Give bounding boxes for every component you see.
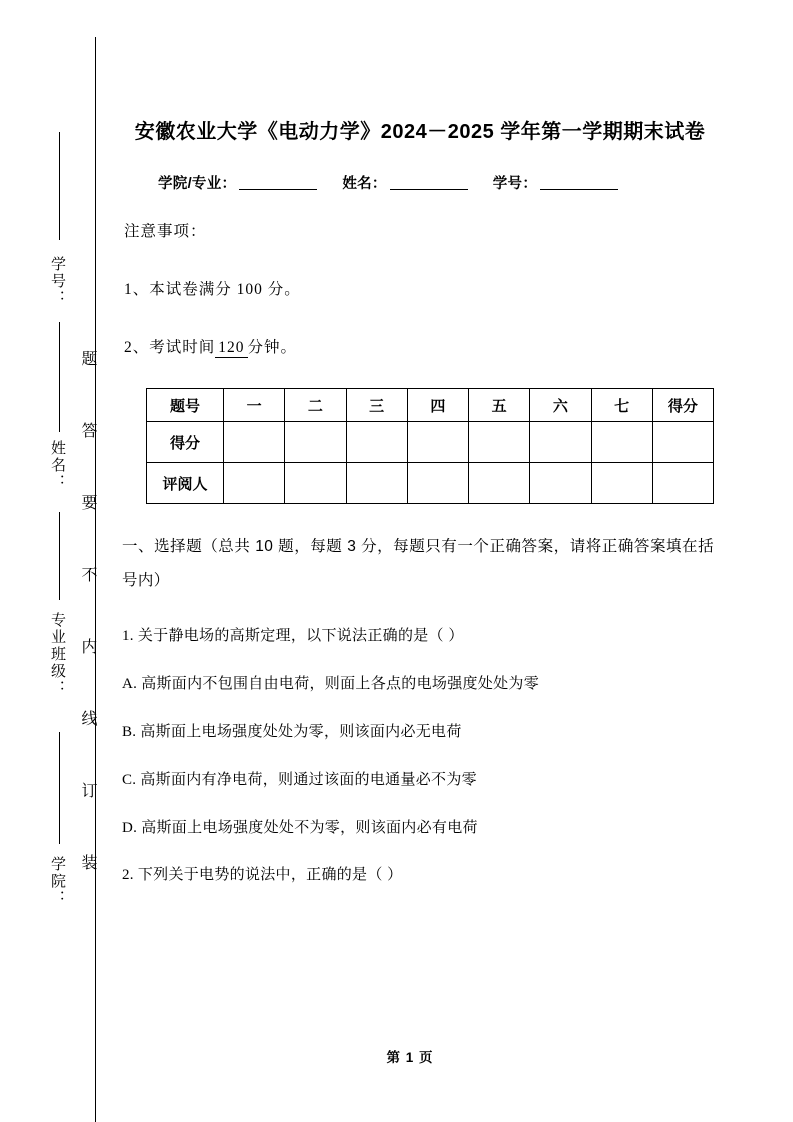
score-table-header-0: 题号 (147, 389, 224, 422)
notice-item-2-suffix: 分钟。 (247, 339, 298, 356)
rail-label-class: 专业班级： (49, 612, 65, 697)
score-table-header-4: 四 (407, 389, 468, 422)
question-1 (110, 598, 722, 645)
rail-label-college: 学院： (49, 856, 65, 907)
notice-heading: 注意事项： (124, 223, 207, 240)
score-cell-r0c4[interactable] (469, 422, 530, 463)
score-cell-r1c1[interactable] (285, 463, 346, 504)
table-row (147, 463, 714, 504)
notice-item-2 (110, 299, 724, 358)
seal-line-segment-1 (59, 132, 60, 240)
question-1-stem: 关于静电场的高斯定理，以下说法正确的是（ ） (137, 627, 464, 644)
question-1-option-d-text: 高斯面上电场强度处处不为零，则该面内必有电荷 (141, 819, 478, 836)
section-one-heading: 一、选择题（总共 10 题，每题 3 分，每题只有一个正确答案，请将正确答案填在括号内） (122, 538, 714, 589)
binding-side-rail (0, 0, 110, 1122)
score-cell-r1c7[interactable] (652, 463, 713, 504)
exam-duration-value: 120 (215, 339, 247, 358)
seal-line-segment-3 (59, 512, 60, 600)
score-cell-r1c6[interactable] (591, 463, 652, 504)
seal-line-segment-2 (59, 322, 60, 432)
score-cell-r1c0[interactable] (224, 463, 285, 504)
question-1-option-b-text: 高斯面上电场强度处处为零，则该面内必无电荷 (140, 723, 462, 740)
student-id-blank[interactable] (540, 189, 618, 190)
rail-label-student-id: 学号： (49, 256, 65, 307)
score-cell-r1c3[interactable] (407, 463, 468, 504)
question-2-number: 2. (122, 867, 134, 883)
rail-seal-phrase: 题答要不内线订装 (79, 350, 96, 926)
question-1-option-c[interactable] (110, 741, 722, 789)
score-row-label-grader: 评阅人 (147, 463, 224, 504)
score-cell-r0c1[interactable] (285, 422, 346, 463)
score-table-header-6: 六 (530, 389, 591, 422)
question-1-option-a[interactable] (110, 645, 722, 693)
score-cell-r1c5[interactable] (530, 463, 591, 504)
question-1-option-c-tag: C. (122, 772, 137, 788)
question-1-option-d-tag: D. (122, 820, 138, 836)
question-2-stem: 下列关于电势的说法中，正确的是（ ） (137, 866, 403, 883)
question-1-option-a-text: 高斯面内不包围自由电荷，则面上各点的电场强度处处为零 (141, 675, 539, 692)
notice-item-2-prefix: 2、考试时间 (124, 339, 216, 356)
rail-label-name: 姓名： (49, 440, 65, 491)
question-1-option-b-tag: B. (122, 724, 137, 740)
score-table (146, 388, 714, 504)
score-cell-r0c0[interactable] (224, 422, 285, 463)
score-row-label-score: 得分 (147, 422, 224, 463)
seal-line-segment-4 (59, 732, 60, 844)
notice-item-1: 1、本试卷满分 100 分。 (124, 281, 301, 298)
exam-page-body (110, 0, 793, 1122)
score-table-header-5: 五 (469, 389, 530, 422)
name-label: 姓名： (342, 176, 387, 192)
dept-major-label: 学院/专业： (158, 176, 237, 192)
page-footer: 第 1 页 (386, 1050, 434, 1065)
score-cell-r0c7[interactable] (652, 422, 713, 463)
name-blank[interactable] (390, 189, 468, 190)
identity-fill-line (110, 150, 758, 193)
table-row (147, 422, 714, 463)
question-1-number: 1. (122, 628, 134, 644)
dept-major-blank[interactable] (239, 189, 317, 190)
score-cell-r0c3[interactable] (407, 422, 468, 463)
score-cell-r1c2[interactable] (346, 463, 407, 504)
score-table-header-3: 三 (346, 389, 407, 422)
question-1-option-c-text: 高斯面内有净电荷，则通过该面的电通量必不为零 (140, 771, 477, 788)
question-2 (110, 837, 722, 884)
score-cell-r0c6[interactable] (591, 422, 652, 463)
score-table-header-2: 二 (285, 389, 346, 422)
page-title: 安徽农业大学《电动力学》2024－2025 学年第一学期期末试卷 (134, 121, 706, 143)
score-cell-r1c4[interactable] (469, 463, 530, 504)
score-cell-r0c5[interactable] (530, 422, 591, 463)
student-id-label: 学号： (492, 176, 538, 192)
question-1-option-a-tag: A. (122, 676, 138, 692)
score-table-header-8: 得分 (652, 389, 713, 422)
score-table-header-7: 七 (591, 389, 652, 422)
question-1-option-d[interactable] (110, 789, 722, 837)
score-cell-r0c2[interactable] (346, 422, 407, 463)
question-1-option-b[interactable] (110, 693, 722, 741)
score-table-header-1: 一 (224, 389, 285, 422)
score-table-container (110, 358, 758, 504)
table-row-header (147, 389, 714, 422)
